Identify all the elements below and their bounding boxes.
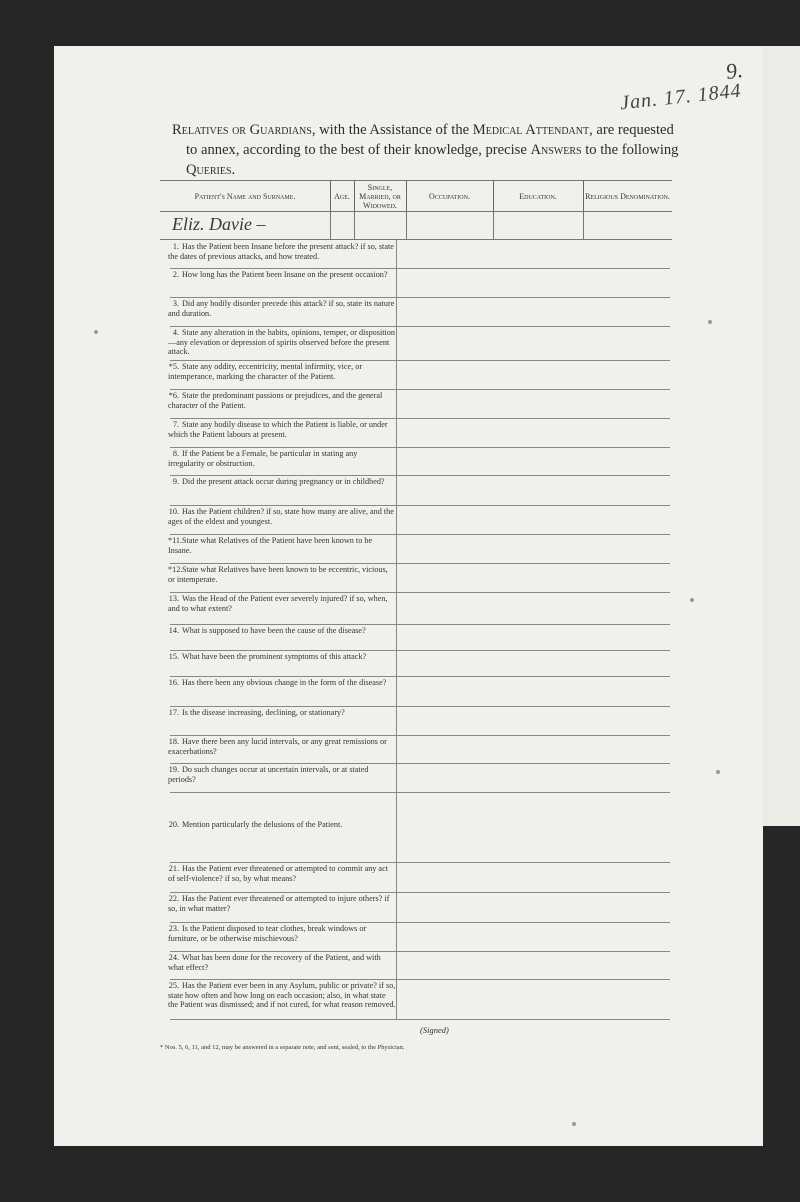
header-marital: Single, Married, or Widowed.: [354, 181, 407, 211]
handwritten-date: Jan. 17. 1844: [619, 79, 743, 115]
scan-speck: [716, 770, 720, 774]
question-item: [168, 270, 396, 280]
question-rule: [170, 624, 670, 625]
cell-divider: [493, 211, 494, 239]
question-item: [168, 765, 396, 784]
answer-column-divider: [396, 979, 397, 1019]
table-bottom-rule: [160, 239, 672, 240]
question-item: [168, 565, 396, 584]
question-text: Is the disease increasing, declining, or stationary?: [182, 708, 345, 717]
question-number: 9.: [172, 477, 179, 486]
question-rule: [170, 360, 670, 361]
question-number: 23.: [168, 924, 179, 933]
question-text: What is supposed to have been the cause of the disease?: [182, 626, 366, 635]
question-text: Did any bodily disorder precede this attack? if so, state its nature and duration.: [168, 299, 395, 318]
header-age: Age.: [330, 181, 355, 211]
question-rule: [170, 862, 670, 863]
question-item: [168, 242, 396, 261]
question-text: Did the present attack occur during pregnancy or in childbed?: [182, 477, 385, 486]
question-number: *6.: [168, 391, 179, 400]
answer-column-divider: [396, 475, 397, 505]
question-item: [168, 477, 396, 487]
question-item: [168, 894, 396, 913]
cell-divider: [406, 211, 407, 239]
question-number: 8.: [172, 449, 179, 458]
question-rule: [170, 676, 670, 677]
question-text: Has the Patient children? if so, state how many are alive, and the ages of the eldest and youngest.: [168, 507, 394, 526]
question-number: *12.: [168, 565, 183, 574]
cell-divider: [354, 211, 355, 239]
question-item: [168, 328, 396, 357]
answer-column-divider: [396, 505, 397, 534]
question-rule: [170, 763, 670, 764]
question-text: State any oddity, eccentricity, mental infirmity, vice, or intemperance, marking the character of the Patient.: [168, 362, 363, 381]
question-text: Do such changes occur at uncertain intervals, or at stated periods?: [168, 765, 369, 784]
answer-column-divider: [396, 563, 397, 592]
question-rule: [170, 563, 670, 564]
adjacent-page-edge: [763, 46, 800, 826]
intro-line2: to annex, according to the best of their knowledge, precise: [186, 142, 527, 158]
question-rule: [170, 418, 670, 419]
scan-speck: [690, 598, 694, 602]
intro-or: or: [232, 122, 246, 138]
scan-speck: [572, 1122, 576, 1126]
question-text: Was the Head of the Patient ever severely injured? if so, when, and to what extent?: [168, 594, 388, 613]
question-number: 4.: [172, 328, 179, 337]
question-text: Has the Patient ever been in any Asylum, public or private? if so, state how often and how long on each occasion; also, in what state the Patient was dismissed; and if not cured, for what reason removed.: [168, 981, 396, 1009]
question-text: Has the Patient ever threatened or attempted to commit any act of self-violence? if so, by what means?: [168, 864, 388, 883]
footnote: * Nos. 5, 6, 11, and 12, may be answered in a separate note, and sent, sealed, to the Physician.: [160, 1044, 405, 1051]
question-text: Has the Patient ever threatened or attempted to injure others? if so, in what matter?: [168, 894, 390, 913]
question-text: State what Relatives of the Patient have been known to be Insane.: [168, 536, 373, 555]
question-rule: [170, 922, 670, 923]
question-item: [168, 981, 396, 1010]
question-rule: [170, 706, 670, 707]
question-text: State any alteration in the habits, opinions, temper, or disposition—any elevation or depression of spirits observed before the present attack.: [168, 328, 395, 356]
question-number: 22.: [168, 894, 179, 903]
question-number: 17.: [168, 708, 179, 717]
question-item: [168, 737, 396, 756]
header-name: Patient's Name and Surname.: [160, 181, 331, 211]
question-number: 1.: [172, 242, 179, 251]
question-number: 3.: [172, 299, 179, 308]
question-text: What have been the prominent symptoms of this attack?: [182, 652, 367, 661]
question-rule: [170, 475, 670, 476]
folio-number: 9.: [724, 56, 745, 85]
question-rule: [170, 792, 670, 793]
question-item: [168, 536, 396, 555]
question-item: [168, 420, 396, 439]
question-rule: [170, 447, 670, 448]
question-text: Have there been any lucid intervals, or any great remissions or exacerbations?: [168, 737, 387, 756]
question-number: 20.: [168, 820, 179, 829]
question-rule: [170, 650, 670, 651]
question-number: 10.: [168, 507, 179, 516]
question-number: *5.: [168, 362, 179, 371]
answer-column-divider: [396, 297, 397, 326]
answer-column-divider: [396, 792, 397, 862]
question-text: If the Patient be a Female, be particular in stating any irregularity or obstruction.: [168, 449, 358, 468]
answer-column-divider: [396, 534, 397, 563]
question-text: State what Relatives have been known to be eccentric, vicious, or intemperate.: [168, 565, 388, 584]
intro-guardians: Guardians,: [249, 122, 316, 138]
question-item: [168, 678, 396, 688]
answer-column-divider: [396, 706, 397, 735]
intro-tofollow: to the following: [585, 142, 679, 158]
question-number: 7.: [172, 420, 179, 429]
intro-answers: Answers: [530, 142, 582, 158]
question-rule: [170, 892, 670, 893]
question-item: [168, 924, 396, 943]
answer-column-divider: [396, 951, 397, 979]
answer-column-divider: [396, 862, 397, 892]
scan-speck: [708, 320, 712, 324]
answer-column-divider: [396, 735, 397, 763]
intro-queries: Queries.: [186, 162, 236, 178]
question-number: 25.: [168, 981, 179, 990]
question-text: Has the Patient been Insane before the present attack? if so, state the dates of previous attacks, and how treated.: [168, 242, 394, 261]
question-item: [168, 626, 396, 636]
question-text: State the predominant passions or prejudices, and the general character of the Patient.: [168, 391, 383, 410]
question-number: *11.: [168, 536, 183, 545]
question-text: How long has the Patient been Insane on the present occasion?: [182, 270, 388, 279]
answer-column-divider: [396, 892, 397, 922]
intro-medical-attendant: Medical Attendant,: [472, 122, 593, 138]
answer-column-divider: [396, 447, 397, 475]
header-education: Education.: [493, 181, 584, 211]
answer-column-divider: [396, 389, 397, 418]
answer-column-divider: [396, 418, 397, 447]
signed-label: (Signed): [420, 1025, 449, 1035]
header-occupation: Occupation.: [406, 181, 494, 211]
answer-column-divider: [396, 676, 397, 706]
question-item: [168, 652, 396, 662]
question-item: [168, 708, 396, 718]
patient-name-handwritten: Eliz. Davie –: [172, 214, 266, 234]
intro-mid: with the Assistance of the: [319, 122, 470, 138]
answer-column-divider: [396, 326, 397, 360]
question-number: 15.: [168, 652, 179, 661]
question-rule: [170, 389, 670, 390]
question-item: [168, 953, 396, 972]
question-number: 16.: [168, 678, 179, 687]
question-item: [168, 449, 396, 468]
question-rule: [170, 1019, 670, 1020]
cell-divider: [583, 211, 584, 239]
answer-column-divider: [396, 360, 397, 389]
question-item: [168, 507, 396, 526]
question-number: 19.: [168, 765, 179, 774]
cell-divider: [330, 211, 331, 239]
question-number: 21.: [168, 864, 179, 873]
question-item: [168, 299, 396, 318]
question-rule: [170, 297, 670, 298]
question-item: [168, 594, 396, 613]
question-rule: [170, 592, 670, 593]
question-number: 24.: [168, 953, 179, 962]
scan-speck: [94, 330, 98, 334]
answer-column-divider: [396, 240, 397, 268]
answer-column-divider: [396, 763, 397, 792]
question-rule: [170, 534, 670, 535]
intro-text: [172, 120, 687, 180]
answer-column-divider: [396, 624, 397, 650]
question-rule: [170, 505, 670, 506]
header-religion: Religious Denomination.: [585, 191, 670, 201]
question-number: 18.: [168, 737, 179, 746]
answer-column-divider: [396, 650, 397, 676]
question-item: [168, 391, 396, 410]
answer-column-divider: [396, 268, 397, 297]
question-item: [168, 864, 396, 883]
answer-column-divider: [396, 592, 397, 624]
question-text: Is the Patient disposed to tear clothes, break windows or furniture, or be otherwise mischievous?: [168, 924, 367, 943]
question-text: What has been done for the recovery of the Patient, and with what effect?: [168, 953, 381, 972]
question-text: State any bodily disease to which the Patient is liable, or under which the Patient labours at present.: [168, 420, 388, 439]
question-text: Mention particularly the delusions of the Patient.: [182, 820, 343, 829]
question-item: [168, 820, 396, 830]
question-number: 13.: [168, 594, 179, 603]
table-header-rule: [160, 211, 672, 212]
question-rule: [170, 951, 670, 952]
question-rule: [170, 735, 670, 736]
intro-are: are requested: [596, 122, 674, 138]
answer-column-divider: [396, 922, 397, 951]
question-item: [168, 362, 396, 381]
question-rule: [170, 979, 670, 980]
question-rule: [170, 326, 670, 327]
intro-relatives: Relatives: [172, 122, 229, 138]
question-number: 14.: [168, 626, 179, 635]
question-number: 2.: [172, 270, 179, 279]
question-text: Has there been any obvious change in the form of the disease?: [182, 678, 387, 687]
question-rule: [170, 268, 670, 269]
